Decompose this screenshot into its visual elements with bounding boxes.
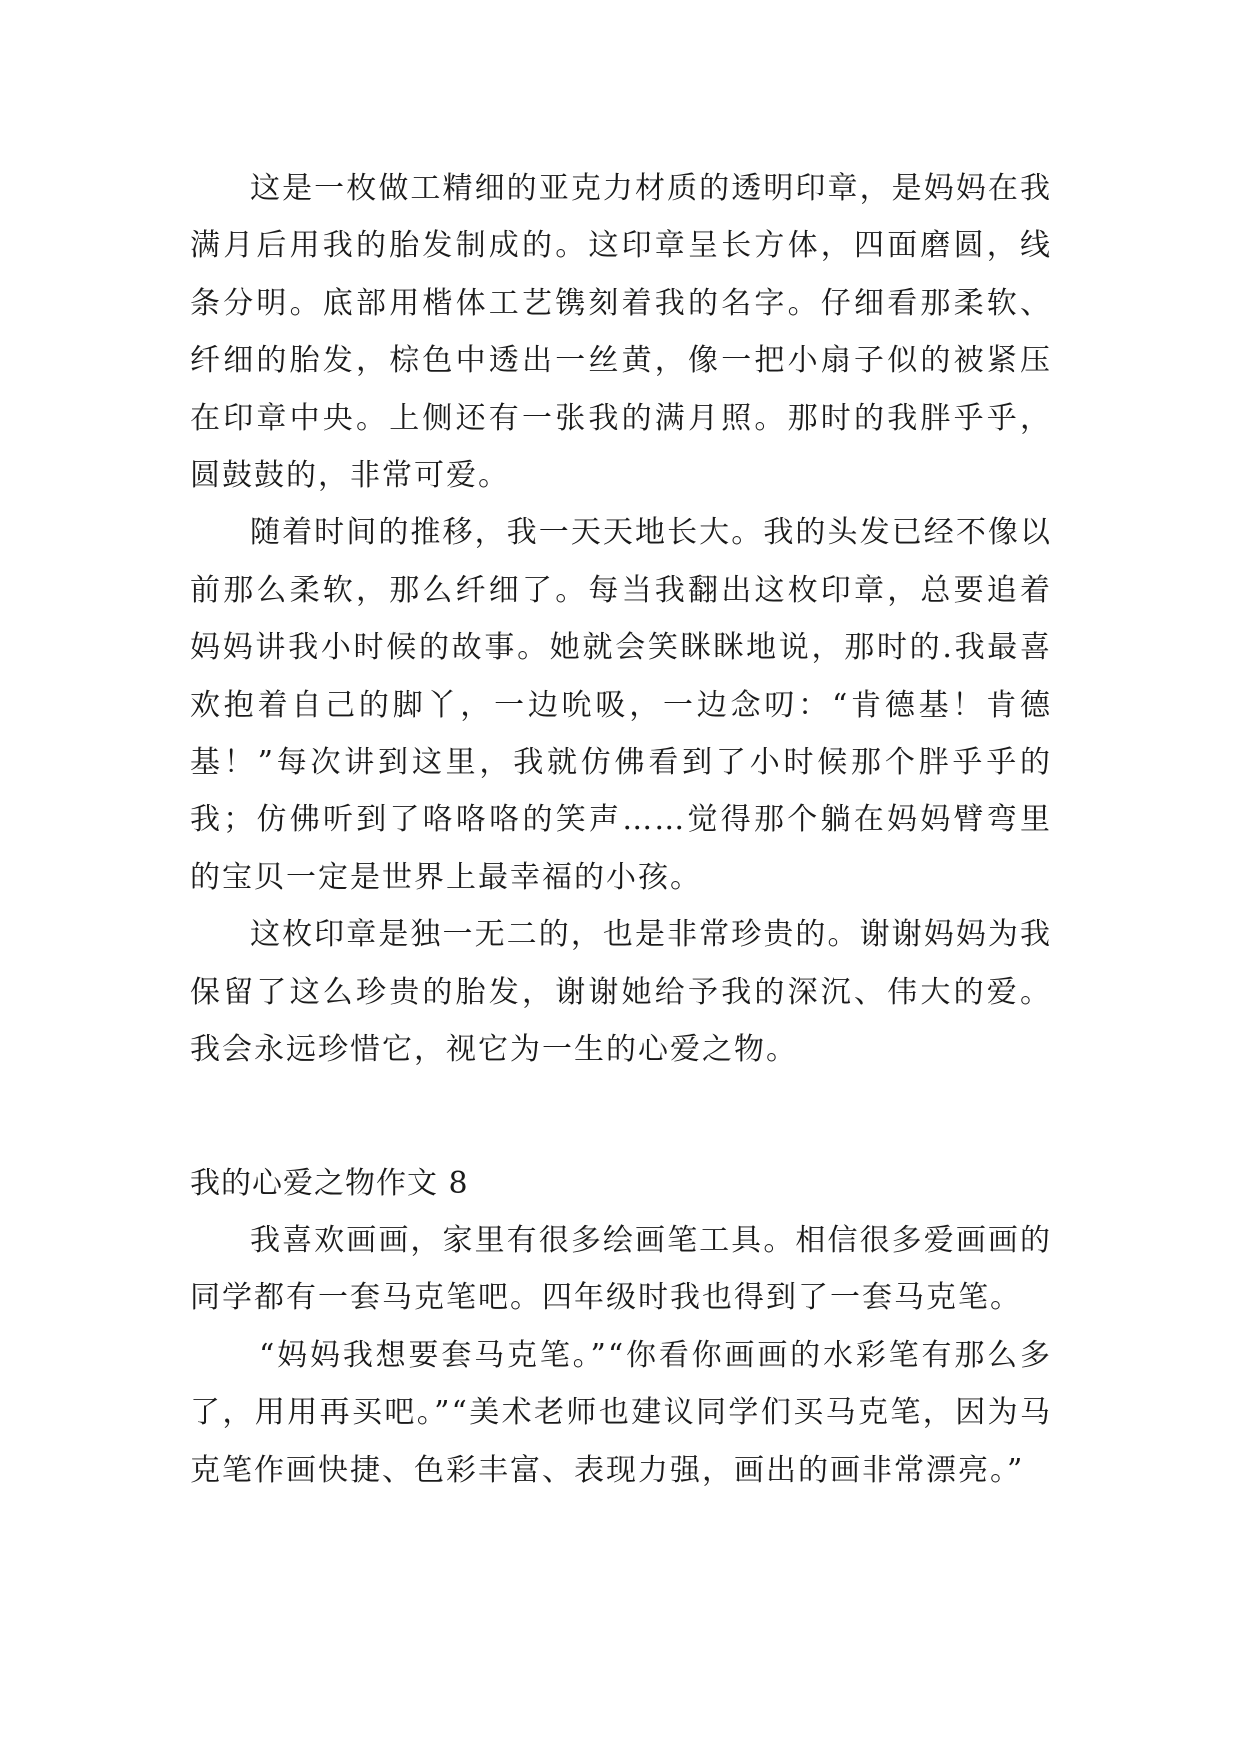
- paragraph-marker-dialogue: “妈妈我想要套马克笔。”“你看你画画的水彩笔有那么多了，用用再买吧。”“美术老师也建议同学们买马克笔，因为马克笔作画快捷、色彩丰富、表现力强，画出的画非常漂亮。”: [190, 1337, 1052, 1488]
- paragraph-gratitude: 这枚印章是独一无二的，也是非常珍贵的。谢谢妈妈为我保留了这么珍贵的胎发，谢谢她给予我的深沉、伟大的爱。我会永远珍惜它，视它为一生的心爱之物。: [190, 917, 1052, 1068]
- essay-8-heading: 我的心爱之物作文 8: [190, 1166, 469, 1201]
- essay-8-body: [190, 1212, 1052, 1499]
- paragraph-drawing-intro: 我喜欢画画，家里有很多绘画笔工具。相信很多爱画画的同学都有一套马克笔吧。四年级时我也得到了一套马克笔。: [190, 1223, 1052, 1316]
- essay-7-body: [190, 160, 1052, 1079]
- paragraph-childhood-story: 随着时间的推移，我一天天地长大。我的头发已经不像以前那么柔软，那么纤细了。每当我翻出这枚印章，总要追着妈妈讲我小时候的故事。她就会笑眯眯地说，那时的.我最喜欢抱着自己的脚丫，一边吮吸，一边念叨：“肯德基！肯德基！”每次讲到这里，我就仿佛看到了小时候那个胖乎乎的我；仿佛听到了咯咯咯的笑声……觉得那个躺在妈妈臂弯里的宝贝一定是世界上最幸福的小孩。: [190, 515, 1052, 895]
- paragraph-seal-description: 这是一枚做工精细的亚克力材质的透明印章，是妈妈在我满月后用我的胎发制成的。这印章呈长方体，四面磨圆，线条分明。底部用楷体工艺镌刻着我的名字。仔细看那柔软、纤细的胎发，棕色中透出一丝黄，像一把小扇子似的被紧压在印章中央。上侧还有一张我的满月照。那时的我胖乎乎，圆鼓鼓的，非常可爱。: [190, 171, 1052, 494]
